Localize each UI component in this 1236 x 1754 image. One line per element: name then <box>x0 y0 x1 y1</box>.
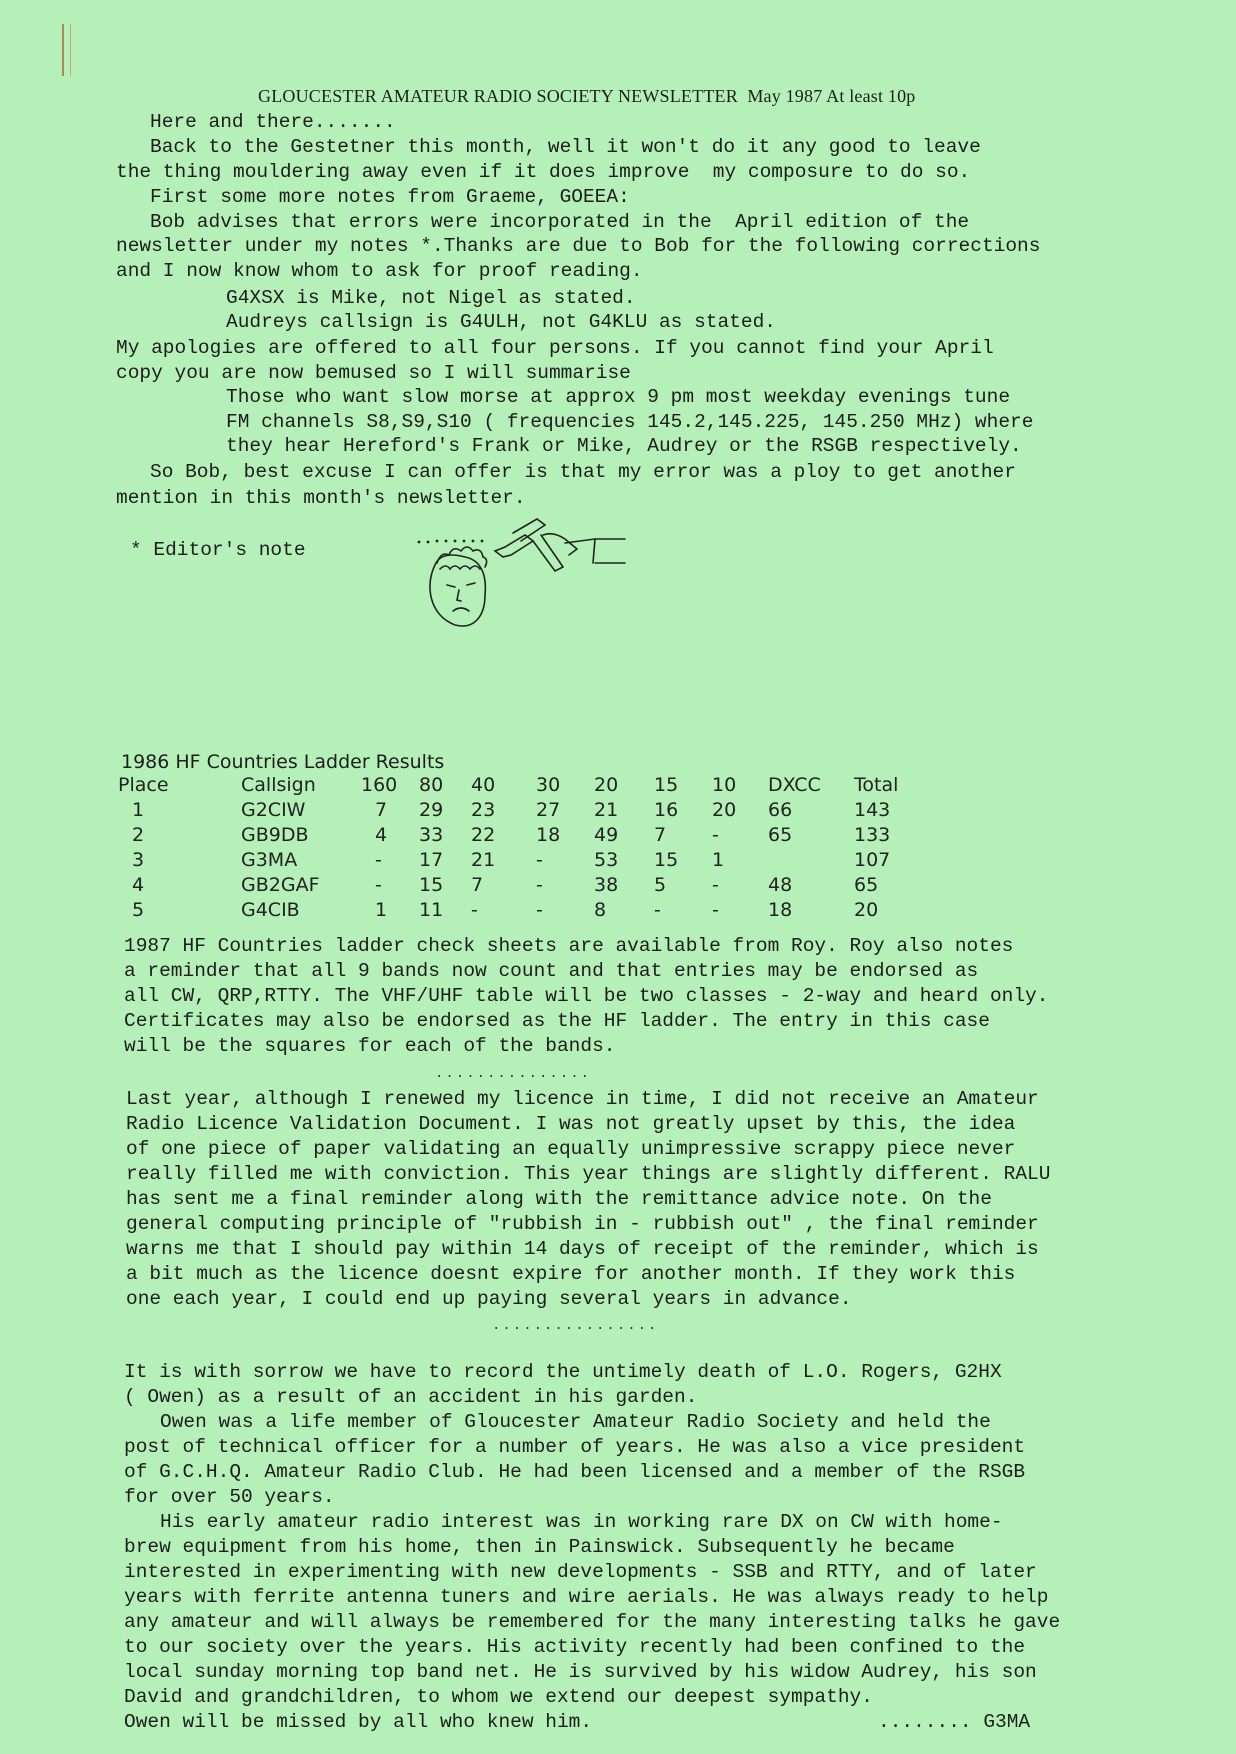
ladder-table <box>118 772 924 922</box>
cell: 3 <box>132 848 145 871</box>
col-header: Total <box>854 773 899 796</box>
cell: GB2GAF <box>241 873 320 896</box>
intro-line: Here and there....... <box>150 111 396 133</box>
licence-line: one each year, I could end up paying several years in advance. <box>126 1288 852 1310</box>
cell: 11 <box>419 898 444 921</box>
col-header: 15 <box>654 773 679 796</box>
cell: - <box>712 898 719 921</box>
intro-line: My apologies are offered to all four persons. If you cannot find your April <box>116 337 994 359</box>
cell: - <box>536 848 543 871</box>
licence-line: has sent me a final reminder along with the remittance advice note. On the <box>126 1188 992 1210</box>
table-row <box>118 847 924 872</box>
cell: - <box>654 898 661 921</box>
cell: - <box>712 873 719 896</box>
obituary-line: to our society over the years. His activity recently had been confined to the <box>124 1636 1026 1658</box>
cell: - <box>375 873 382 896</box>
ladder-note-line: Certificates may also be endorsed as the HF ladder. The entry in this case <box>124 1010 990 1032</box>
intro-line: the thing mouldering away even if it does improve my composure to do so. <box>116 161 971 183</box>
cell: 29 <box>419 798 444 821</box>
cell: 49 <box>594 823 619 846</box>
intro-line: mention in this month's newsletter. <box>116 487 526 509</box>
cell: 48 <box>768 873 793 896</box>
cell: 38 <box>594 873 619 896</box>
cell: 133 <box>854 823 891 846</box>
cell: 1 <box>132 798 145 821</box>
cell: - <box>471 898 478 921</box>
editor-note: * Editor's note <box>130 539 306 561</box>
section-separator: ................ <box>492 1318 659 1334</box>
obituary-line: post of technical officer for a number of years. He was also a vice president <box>124 1436 1026 1458</box>
col-header: 160 <box>361 773 398 796</box>
cell: 2 <box>132 823 145 846</box>
cell: 15 <box>419 873 444 896</box>
obituary-line: His early amateur radio interest was in working rare DX on CW with home- <box>160 1511 1003 1533</box>
cell: 27 <box>536 798 561 821</box>
obituary-line: brew equipment from his home, then in Painswick. Subsequently he became <box>124 1536 955 1558</box>
col-header: 30 <box>536 773 561 796</box>
cell: 33 <box>419 823 444 846</box>
obituary-line: of G.C.H.Q. Amateur Radio Club. He had been licensed and a member of the RSGB <box>124 1461 1026 1483</box>
licence-line: really filled me with conviction. This year things are slightly different. RALU <box>126 1163 1051 1185</box>
cell: - <box>712 823 719 846</box>
cell: 7 <box>471 873 484 896</box>
cell: GB9DB <box>241 823 309 846</box>
correction-line: G4XSX is Mike, not Nigel as stated. <box>226 287 636 309</box>
col-header: Place <box>118 773 169 796</box>
ladder-note-line: all CW, QRP,RTTY. The VHF/UHF table will be two classes - 2-way and heard only. <box>124 985 1049 1007</box>
cartoon-sketch <box>415 505 715 640</box>
morse-line: Those who want slow morse at approx 9 pm most weekday evenings tune <box>226 386 1011 408</box>
obituary-line: any amateur and will always be remembered for the many interesting talks he gave <box>124 1611 1061 1633</box>
obituary-line: It is with sorrow we have to record the untimely death of L.O. Rogers, G2HX <box>124 1361 1002 1383</box>
licence-line: a bit much as the licence doesnt expire for another month. If they work this <box>126 1263 1016 1285</box>
cell: 15 <box>654 848 679 871</box>
intro-line: First some more notes from Graeme, GOEEA: <box>150 186 630 208</box>
cell: G2CIW <box>241 798 306 821</box>
cell: G3MA <box>241 848 298 871</box>
ladder-note-line: 1987 HF Countries ladder check sheets are available from Roy. Roy also notes <box>124 935 1014 957</box>
col-header: 10 <box>712 773 737 796</box>
cell: 4 <box>132 873 145 896</box>
cell: 5 <box>654 873 667 896</box>
obituary-line: for over 50 years. <box>124 1486 335 1508</box>
obituary-line: years with ferrite antenna tuners and wire aerials. He was always ready to help <box>124 1586 1049 1608</box>
cell: 143 <box>854 798 891 821</box>
newsletter-header: GLOUCESTER AMATEUR RADIO SOCIETY NEWSLETTER May 1987 At least 10p <box>258 86 916 106</box>
cell: 1 <box>712 848 725 871</box>
ladder-header-row <box>118 772 924 797</box>
obituary-line: David and grandchildren, to whom we extend our deepest sympathy. <box>124 1686 873 1708</box>
intro-line: copy you are now bemused so I will summarise <box>116 362 631 384</box>
table-row <box>118 872 924 897</box>
ladder-note-line: will be the squares for each of the bands. <box>124 1035 616 1057</box>
licence-line: Last year, although I renewed my licence in time, I did not receive an Amateur <box>126 1088 1039 1110</box>
ladder-title: 1986 HF Countries Ladder Results <box>121 751 445 773</box>
ladder-note-line: a reminder that all 9 bands now count and that entries may be endorsed as <box>124 960 979 982</box>
cell: 66 <box>768 798 793 821</box>
cell: 8 <box>594 898 607 921</box>
obituary-line: Owen will be missed by all who knew him. <box>124 1711 593 1733</box>
licence-line: warns me that I should pay within 14 days of receipt of the reminder, which is <box>126 1238 1039 1260</box>
cell: 65 <box>854 873 879 896</box>
intro-line: So Bob, best excuse I can offer is that my error was a ploy to get another <box>150 461 1016 483</box>
table-row <box>118 797 924 822</box>
table-row <box>118 822 924 847</box>
intro-line: newsletter under my notes *.Thanks are due to Bob for the following corrections <box>116 235 1041 257</box>
cell: 7 <box>654 823 667 846</box>
signoff: ........ G3MA <box>878 1711 1031 1733</box>
morse-line: they hear Hereford's Frank or Mike, Audrey or the RSGB respectively. <box>226 435 1022 457</box>
cell: 20 <box>712 798 737 821</box>
cell: 65 <box>768 823 793 846</box>
cell: 1 <box>375 898 388 921</box>
licence-line: general computing principle of "rubbish in - rubbish out" , the final reminder <box>126 1213 1039 1235</box>
section-separator: ............... <box>435 1066 592 1082</box>
cell: - <box>536 873 543 896</box>
cell: 53 <box>594 848 619 871</box>
obituary-line: Owen was a life member of Gloucester Amateur Radio Society and held the <box>160 1411 991 1433</box>
table-row <box>118 897 924 922</box>
cell: 4 <box>375 823 388 846</box>
cell: 20 <box>854 898 879 921</box>
cell: 23 <box>471 798 496 821</box>
col-header: 80 <box>419 773 444 796</box>
cell: 107 <box>854 848 891 871</box>
cell: 18 <box>768 898 793 921</box>
licence-line: Radio Licence Validation Document. I was not greatly upset by this, the idea <box>126 1113 1016 1135</box>
col-header: DXCC <box>768 773 821 796</box>
obituary-line: interested in experimenting with new developments - SSB and RTTY, and of later <box>124 1561 1037 1583</box>
cell: - <box>536 898 543 921</box>
staple-mark <box>62 24 71 76</box>
cell <box>768 847 854 872</box>
cell: 5 <box>132 898 145 921</box>
cell: 22 <box>471 823 496 846</box>
cell: 17 <box>419 848 444 871</box>
cell: 7 <box>375 798 388 821</box>
cell: 16 <box>654 798 679 821</box>
cell: G4CIB <box>241 898 300 921</box>
col-header: 40 <box>471 773 496 796</box>
cell: - <box>375 848 382 871</box>
obituary-line: local sunday morning top band net. He is survived by his widow Audrey, his son <box>124 1661 1037 1683</box>
cell: 21 <box>471 848 496 871</box>
intro-line: and I now know whom to ask for proof reading. <box>116 260 643 282</box>
obituary-line: ( Owen) as a result of an accident in his garden. <box>124 1386 698 1408</box>
cell: 21 <box>594 798 619 821</box>
col-header: 20 <box>594 773 619 796</box>
intro-line: Back to the Gestetner this month, well it won't do it any good to leave <box>150 136 981 158</box>
intro-line: Bob advises that errors were incorporated in the April edition of the <box>150 211 970 233</box>
correction-line: Audreys callsign is G4ULH, not G4KLU as stated. <box>226 311 776 333</box>
col-header: Callsign <box>241 773 316 796</box>
morse-line: FM channels S8,S9,S10 ( frequencies 145.2,145.225, 145.250 MHz) where <box>226 411 1034 433</box>
cell: 18 <box>536 823 561 846</box>
licence-line: of one piece of paper validating an equally unimpressive scrappy piece never <box>126 1138 1016 1160</box>
